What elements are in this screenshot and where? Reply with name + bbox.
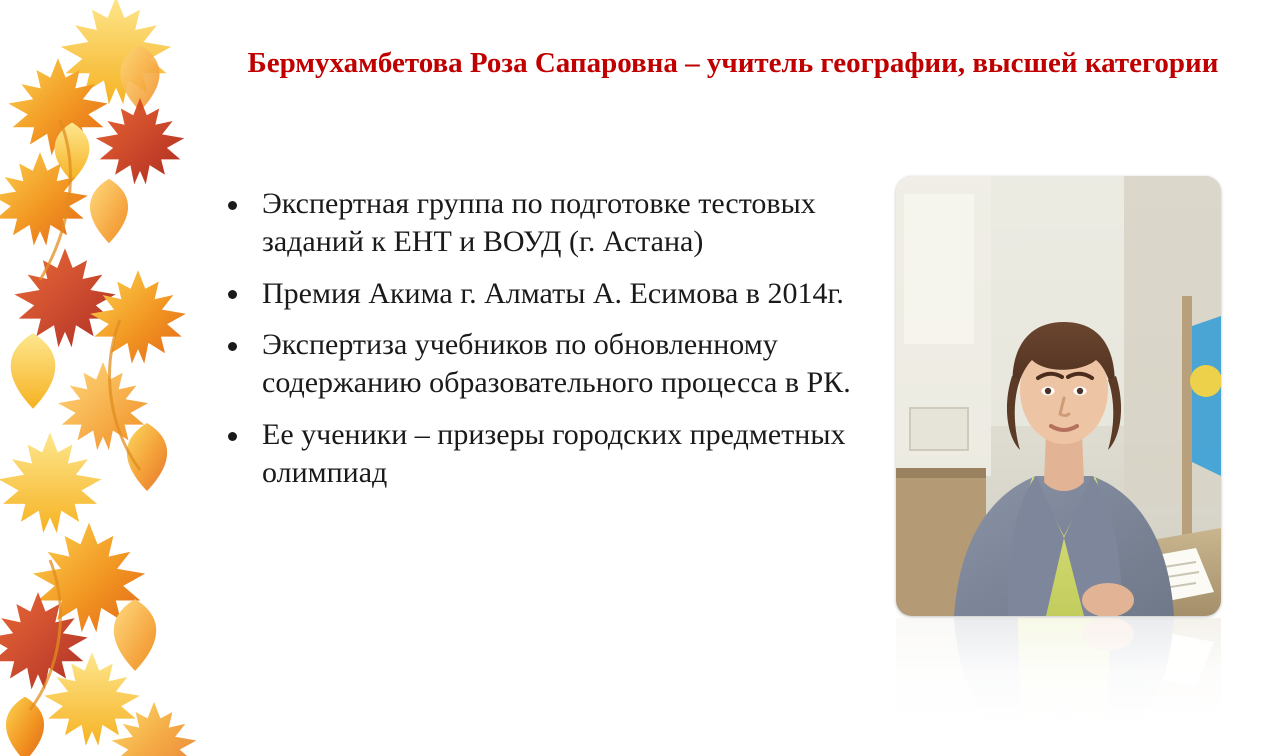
list-item-text: Ее ученики – призеры городских предметных олимпиад: [262, 417, 846, 489]
list-item: [220, 275, 860, 313]
bullet-dot-icon: [228, 201, 237, 210]
slide-title: Бермухамбетова Роза Сапаровна – учитель географии, высшей категории: [247, 47, 1219, 79]
bullet-dot-icon: [228, 342, 237, 351]
list-item-text: Премия Акима г. Алматы А. Есимова в 2014г.: [262, 276, 844, 310]
portrait-image: [896, 176, 1221, 616]
list-item: [220, 326, 860, 402]
autumn-leaves-border-decoration: [0, 0, 215, 756]
list-item: [220, 416, 860, 492]
list-item-text: Экспертиза учебников по обновленному содержанию образовательного процесса в РК.: [262, 328, 851, 400]
teacher-portrait: [896, 176, 1221, 616]
portrait-reflection: [896, 618, 1221, 736]
list-item-text: Экспертная группа по подготовке тестовых заданий к ЕНТ и ВОУД (г. Астана): [262, 187, 816, 258]
bullet-dot-icon: [228, 290, 237, 299]
list-item: [220, 185, 860, 261]
reflection-fade-overlay: [896, 618, 1221, 736]
bullet-dot-icon: [228, 432, 237, 441]
achievements-list: [220, 185, 860, 506]
